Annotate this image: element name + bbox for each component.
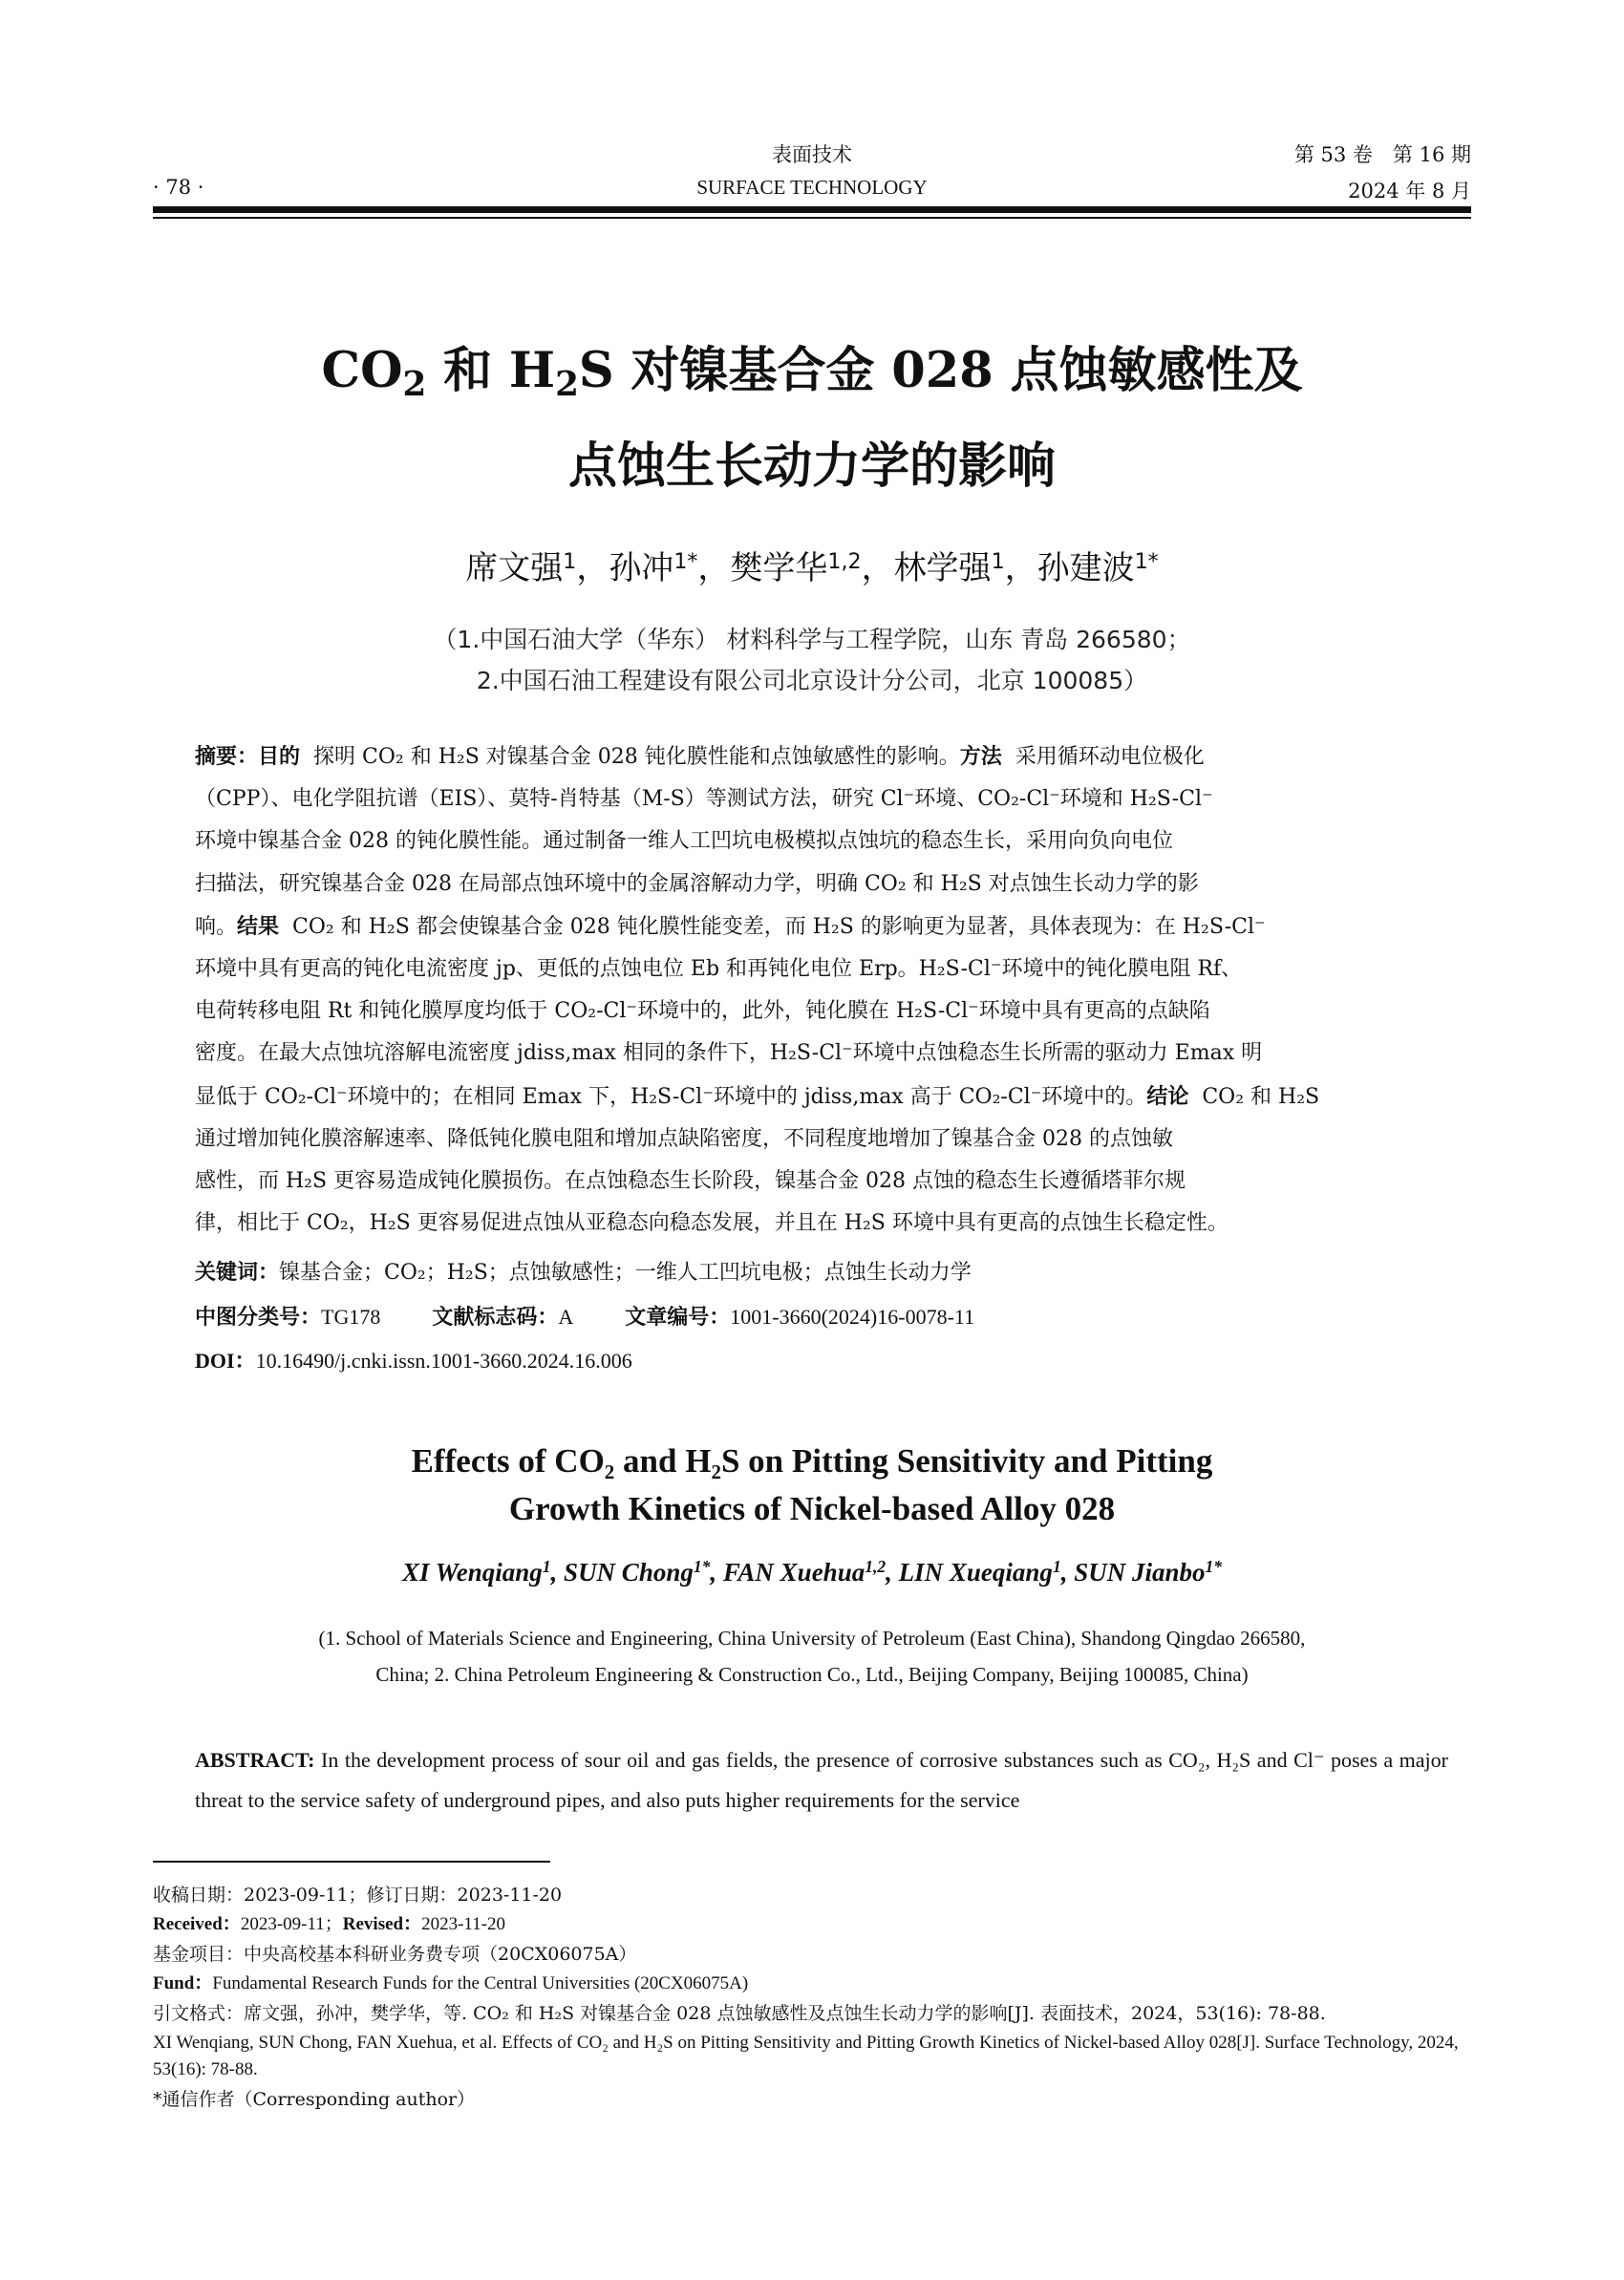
citation-en: XI Wenqiang, SUN Chong, FAN Xuehua, et al. Effects of CO₂ and H₂S on Pitting Sensitivity and Pitting Growth Kinetics of Nickel-based Alloy 028[J]. Surface Technology, 2024, 53(16): 78-88.	[153, 2033, 1459, 2079]
page-number: · 78 ·	[153, 176, 204, 199]
title-zh: $CO_2$ 和 $H_2S$ 对镍基合金 028 点蚀敏感性及 点蚀生长动力学的影响	[321, 342, 1303, 495]
corresponding-author: *通信作者（Corresponding author）	[153, 2089, 476, 2110]
affiliation-en: (1. School of Materials Science and Engineering, China University of Petroleum (East China), Shandong Qingdao 266580, China; 2. China Petroleum Engineering & Construction Co., Ltd., Beijing Company, Beijing 100085, China)	[318, 1627, 1306, 1686]
fund-en: Fund：Fundamental Research Funds for the Central Universities (20CX06075A)	[153, 1973, 749, 1993]
classification-line: 中图分类号：TG178 文献标志码：A 文章编号：1001-3660(2024)16-0078-11	[195, 1305, 975, 1330]
fund-zh: 基金项目：中央高校基本科研业务费专项（20CX06075A）	[153, 1944, 637, 1965]
title-en: Effects of CO₂ and H₂S on Pitting Sensitivity and Pitting Growth Kinetics of Nickel-based Alloy 028	[411, 1442, 1213, 1527]
received-zh: 收稿日期：2023-09-11；修订日期：2023-11-20	[153, 1885, 563, 1906]
publication-date: 2024 年 8 月	[1348, 180, 1471, 202]
authors-en: XI Wenqiang$^1$, SUN Chong$^{1*}$, FAN Xuehua$^{1,2}$, LIN Xueqiang$^1$, SUN Jianbo$^{1*}$	[401, 1557, 1223, 1587]
keywords-zh: 关键词：镍基合金；CO₂；H₂S；点蚀敏感性；一维人工凹坑电极；点蚀生长动力学	[195, 1261, 972, 1285]
authors-zh: 席文强$^1$，孙冲$^{1*}$，樊学华$^{1,2}$，林学强$^1$，孙建波$^{1*}$	[465, 548, 1159, 587]
footnote-rule	[153, 1861, 550, 1863]
received-en: Received：2023-09-11；Revised：2023-11-20	[153, 1914, 506, 1934]
doi-line: DOI：10.16490/j.cnki.issn.1001-3660.2024.16.006	[195, 1349, 632, 1373]
citation-zh: 引文格式：席文强，孙冲，樊学华，等. CO₂ 和 H₂S 对镍基合金 028 点蚀敏感性及点蚀生长动力学的影响[J]. 表面技术，2024，53(16): 78-88.	[153, 2003, 1326, 2024]
journal-name-en: SURFACE TECHNOLOGY	[696, 176, 928, 199]
header-rule-thick	[153, 206, 1471, 213]
header-rule-thin	[153, 217, 1471, 219]
abstract-en: ABSTRACT: In the development process of sour oil and gas fields, the presence of corrosive substances such as CO₂, H₂S and Cl⁻ poses a major threat to the service safety of underground pipes, and also puts higher requirements for the service	[195, 1748, 1448, 1812]
journal-name-zh: 表面技术	[772, 143, 852, 166]
volume-issue: 第 53 卷 第 16 期	[1293, 143, 1471, 166]
abstract-zh: 摘要：目的 探明 CO₂ 和 H₂S 对镍基合金 028 钝化膜性能和点蚀敏感性的影响。方法 采用循环动电位极化 （CPP）、电化学阻抗谱（EIS）、莫特-肖特基（M-S）等测试方法，研究 Cl⁻环境、CO₂-Cl⁻环境和 H₂S-Cl⁻ 环境中镍基合金 028 的钝化膜性能。通过制备一维人工凹坑电极模拟点蚀坑的稳态生长，采用向负向电位 扫描法，研究镍基合金 028 在局部点蚀环境中的金属溶解动力学，明确 CO₂ 和 H₂S 对点蚀生长动力学的影 响。结果 CO₂ 和 H₂S 都会使镍基合金 028 钝化膜性能变差，而 H₂S 的影响更为显著，具体表现为：在 H₂S-Cl⁻ 环境中具有更高的钝化电流密度 jp、更低的点蚀电位 Eb 和再钝化电位 Erp。H₂S-Cl⁻环境中的钝化膜电阻 Rf、 电荷转移电阻 Rt 和钝化膜厚度均低于 CO₂-Cl⁻环境中的，此外，钝化膜在 H₂S-Cl⁻环境中具有更高的点缺陷 密度。在最大点蚀坑溶解电流密度 jdiss,max 相同的条件下，H₂S-Cl⁻环境中点蚀稳态生长所需的驱动力 Emax 明 显低于 CO₂-Cl⁻环境中的；在相同 Emax 下，H₂S-Cl⁻环境中的 jdiss,max 高于 CO₂-Cl⁻环境中的。结论 CO₂ 和 H₂S 通过增加钝化膜溶解速率、降低钝化膜电阻和增加点缺陷密度，不同程度地增加了镍基合金 028 的点蚀敏 感性，而 H₂S 更容易造成钝化膜损伤。在点蚀稳态生长阶段，镍基合金 028 点蚀的稳态生长遵循塔菲尔规 律，相比于 CO₂，H₂S 更容易促进点蚀从亚稳态向稳态发展，并且在 H₂S 环境中具有更高的点蚀生长稳定性。	[195, 744, 1320, 1236]
affiliation-zh: （1.中国石油大学（华东） 材料科学与工程学院，山东 青岛 266580； 2.中国石油工程建设有限公司北京设计分公司，北京 100085）	[433, 626, 1191, 694]
footnotes	[153, 1882, 1471, 2116]
